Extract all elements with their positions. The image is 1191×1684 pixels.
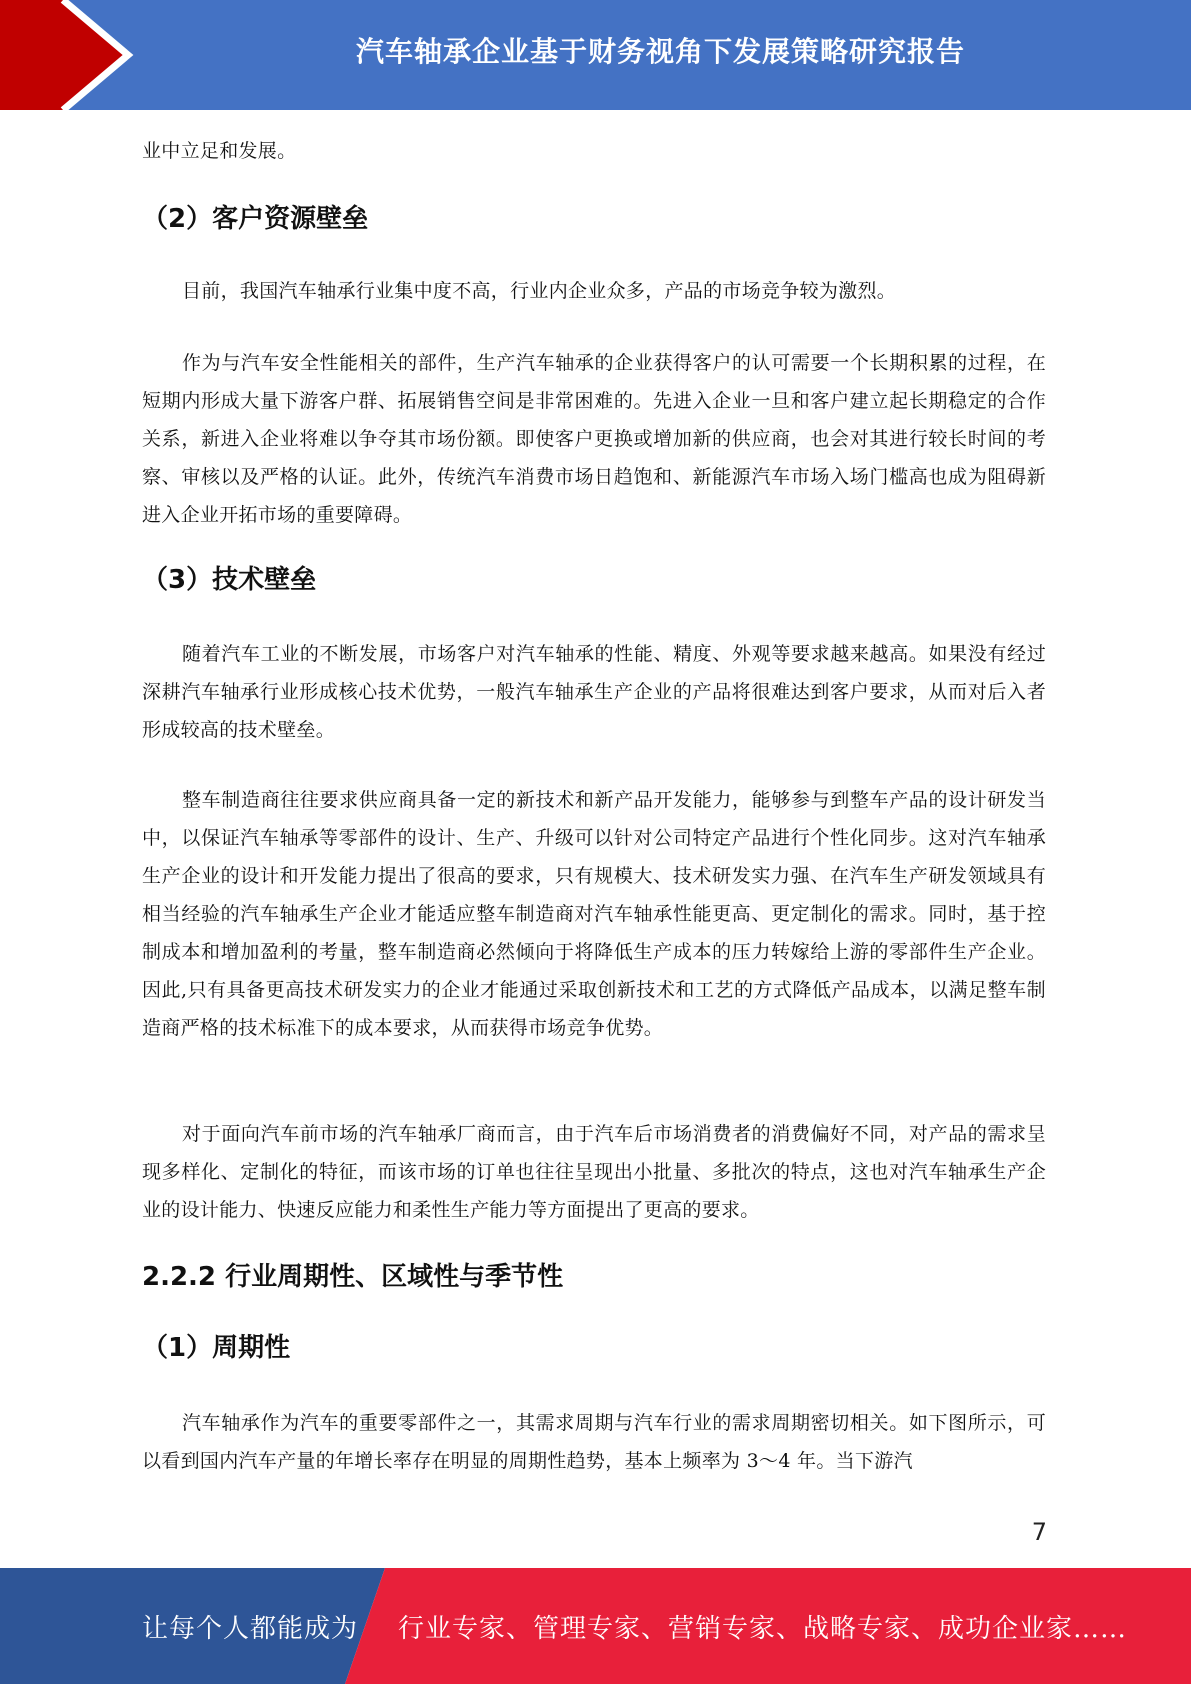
paragraph-technology-1: 随着汽车工业的不断发展，市场客户对汽车轴承的性能、精度、外观等要求越来越高。如果没有经过深耕汽车轴承行业形成核心技术优势，一般汽车轴承生产企业的产品将很难达到客户要求，从而对后入者形成较高的技术壁垒。 [142, 643, 1046, 741]
heading-cyclical: （1）周期性 [142, 1333, 291, 1363]
paragraph-technology-2: 整车制造商往往要求供应商具备一定的新技术和新产品开发能力，能够参与到整车产品的设计研发当中，以保证汽车轴承等零部件的设计、生产、升级可以针对公司特定产品进行个性化同步。这对汽车轴承生产企业的设计和开发能力提出了很高的要求，只有规模大、技术研发实力强、在汽车生产研发领域具有相当经验的汽车轴承生产企业才能适应整车制造商对汽车轴承性能更高、更定制化的需求。同时，基于控制成本和增加盈利的考量，整车制造商必然倾向于将降低生产成本的压力转嫁给上游的零部件生产企业。因此,只有具备更高技术研发实力的企业才能通过采取创新技术和工艺的方式降低产品成本，以满足整车制造商严格的技术标准下的成本要求，从而获得市场竞争优势。 [142, 789, 1046, 1039]
heading-technology-barrier: （3）技术壁垒 [142, 565, 317, 595]
paragraph-cyclical-1: 汽车轴承作为汽车的重要零部件之一，其需求周期与汽车行业的需求周期密切相关。如下图所示，可以看到国内汽车产量的年增长率存在明显的周期性趋势，基本上频率为 3～4 年。当下游汽 [142, 1412, 1046, 1472]
paragraph-customer-1: 目前，我国汽车轴承行业集中度不高，行业内企业众多，产品的市场竞争较为激烈。 [182, 280, 897, 302]
paragraph-customer-2: 作为与汽车安全性能相关的部件，生产汽车轴承的企业获得客户的认可需要一个长期积累的过程，在短期内形成大量下游客户群、拓展销售空间是非常困难的。先进入企业一旦和客户建立起长期稳定的合作关系，新进入企业将难以争夺其市场份额。即使客户更换或增加新的供应商，也会对其进行较长时间的考察、审核以及严格的认证。此外，传统汽车消费市场日趋饱和、新能源汽车市场入场门槛高也成为阻碍新进入企业开拓市场的重要障碍。 [142, 352, 1046, 526]
heading-customer-resource-barrier: （2）客户资源壁垒 [142, 204, 369, 234]
page-footer [0, 1568, 1191, 1684]
page-number: 7 [1031, 1518, 1047, 1546]
paragraph-continuation: 业中立足和发展。 [142, 140, 297, 162]
footer-slogan-right: 行业专家、管理专家、营销专家、战略专家、成功企业家…… [398, 1613, 1128, 1644]
paragraph-technology-3: 对于面向汽车前市场的汽车轴承厂商而言，由于汽车后市场消费者的消费偏好不同，对产品的需求呈现多样化、定制化的特征，而该市场的订单也往往呈现出小批量、多批次的特点，这也对汽车轴承生产企业的设计能力、快速反应能力和柔性生产能力等方面提出了更高的要求。 [142, 1123, 1046, 1221]
heading-section-2-2-2: 2.2.2 行业周期性、区域性与季节性 [142, 1262, 564, 1292]
footer-slogan-left: 让每个人都能成为 [142, 1613, 359, 1644]
page-header [0, 0, 1191, 110]
report-title: 汽车轴承企业基于财务视角下发展策略研究报告 [355, 35, 965, 68]
